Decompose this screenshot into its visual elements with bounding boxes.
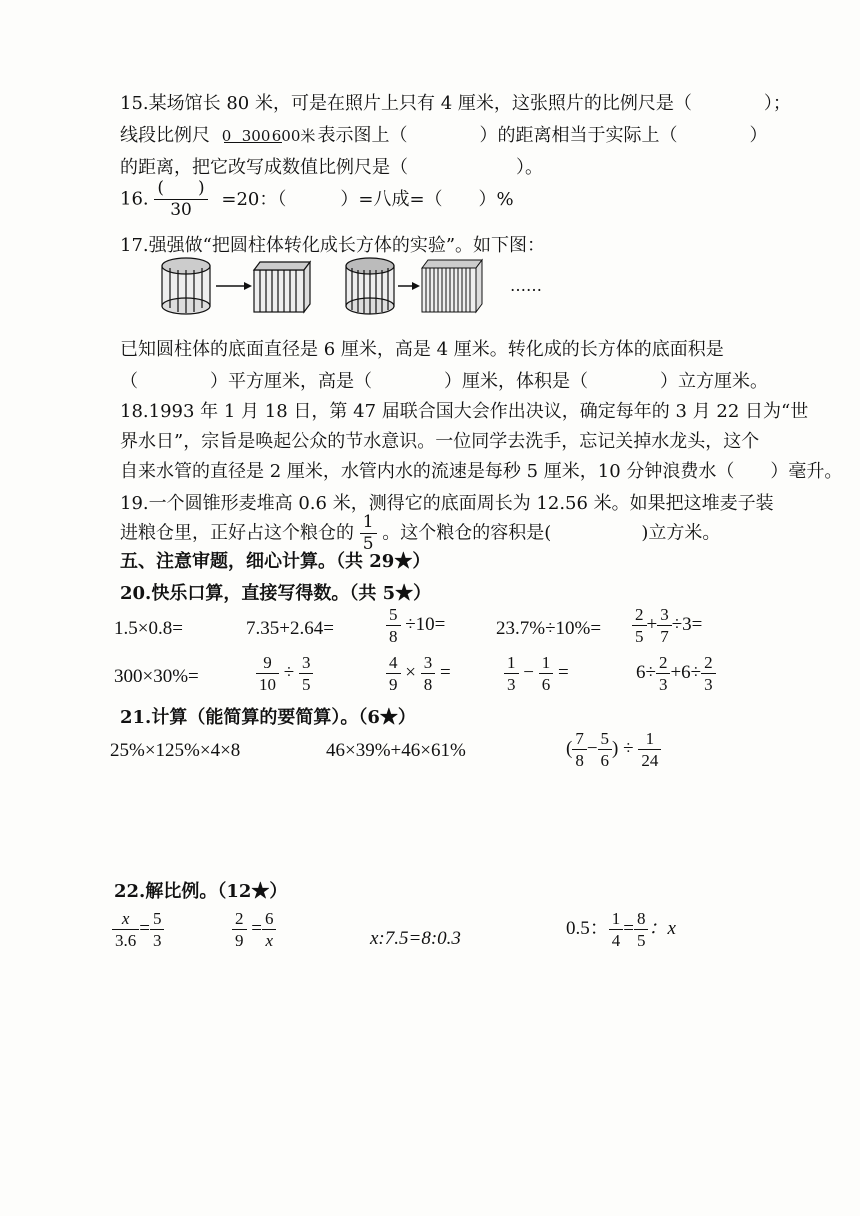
- q16: [120, 180, 514, 228]
- text: 6÷: [636, 661, 656, 683]
- cuboid-2: [422, 260, 482, 312]
- q20-r2-5: [636, 654, 716, 693]
- frac-den: 4: [611, 931, 621, 950]
- q19-frac-num: 1: [360, 514, 377, 534]
- frac-num: 2: [232, 910, 247, 930]
- q16-num: 16.: [120, 188, 149, 210]
- text: 0.5：: [566, 917, 609, 939]
- q17-line3: （ ）平方厘米，高是（ ）厘米，体积是（ ）立方厘米。: [120, 371, 768, 392]
- frac-num: 7: [572, 730, 587, 750]
- q19-frac-den: 5: [362, 534, 374, 554]
- frac-num: 4: [386, 654, 401, 674]
- cylinder-2: [346, 258, 394, 314]
- q20-r1-5-rest: ÷3=: [671, 613, 703, 635]
- frac-den: 9: [389, 675, 398, 694]
- q17-line1: 17.强强做“把圆柱体转化成长方体的实验”。如下图：: [120, 235, 546, 256]
- cylinder-1: [162, 258, 210, 314]
- frac-den: 5: [301, 675, 311, 694]
- frac-den: 6: [541, 675, 551, 694]
- q18-line2: 界水日”，宗旨是唤起公众的节水意识。一位同学去洗手，忘记关掉水龙头，这个: [120, 431, 760, 452]
- frac-den: x: [265, 931, 273, 950]
- q22-p3: x:7.5=8:0.3: [370, 928, 461, 949]
- frac-den: 10: [259, 675, 276, 694]
- q15-line3: 的距离，把它改写成数值比例尺是（ ）。: [120, 157, 543, 178]
- frac-den: 8: [423, 675, 433, 694]
- frac-num: 6: [262, 910, 277, 930]
- q21-e3: ( $\frac{7}{8}$ − $\frac{5}{6}$ ) ÷ $\frac{1}{24}$: [566, 730, 661, 769]
- q21-title: 21.计算（能简算的要简算）。（6★）: [120, 707, 416, 728]
- q22-p2: $\frac{2}{9}$ = $\frac{6}{x}$: [232, 910, 276, 949]
- frac-den: 8: [575, 751, 584, 770]
- q16-rest: =20：（ ）=八成=（ ）%: [221, 188, 514, 210]
- q20-r1-3-rest: ÷10=: [405, 613, 446, 635]
- frac-num: 3: [657, 606, 672, 626]
- frac-num: 1: [539, 654, 554, 674]
- frac-num: x: [112, 910, 139, 930]
- q19-line2-pre: 进粮仓里，正好占这个粮仓的: [120, 522, 354, 544]
- frac-num: 9: [256, 654, 279, 674]
- arrow-2: [398, 282, 420, 290]
- q20-r2-4: $\frac{1}{3}$ − $\frac{1}{6}$ =: [504, 654, 569, 693]
- q15-line2: [120, 124, 767, 148]
- frac-den: 3: [704, 675, 713, 694]
- q20-r2-3: $\frac{4}{9}$ × $\frac{3}{8}$ =: [386, 654, 451, 693]
- frac-den: 3.6: [115, 931, 137, 950]
- frac-den: 3: [152, 931, 162, 950]
- q22-p1: $\frac{x}{3.6}$ = $\frac{5}{3}$: [112, 910, 164, 949]
- scale-label-600: 600米: [271, 127, 316, 145]
- frac-den: 24: [641, 751, 659, 770]
- frac-num: 2: [656, 654, 671, 674]
- frac-den: 6: [600, 751, 610, 770]
- frac-num: 1: [609, 910, 624, 930]
- text: ：x: [648, 917, 676, 939]
- frac-num: 8: [634, 910, 649, 930]
- section-5-title: 五、注意审题，细心计算。（共 29★）: [120, 551, 431, 572]
- q16-frac-den: 30: [170, 200, 192, 220]
- q22-title: 22.解比例。（12★）: [114, 881, 288, 902]
- q21-e1: 25%×125%×4×8: [110, 740, 241, 761]
- segment-scale-bar: [216, 124, 316, 148]
- frac-num: 5: [150, 910, 165, 930]
- frac-den: 5: [636, 931, 646, 950]
- frac-num: 1: [504, 654, 519, 674]
- q20-r1-1: 1.5×0.8=: [114, 618, 183, 639]
- scale-label-300: 300: [241, 127, 271, 145]
- frac-den: 7: [660, 627, 669, 646]
- q17-ellipsis: ……: [510, 276, 542, 295]
- q16-frac-num: ( ): [154, 180, 207, 200]
- frac-num: 3: [299, 654, 314, 674]
- q20-r2-1: 300×30%=: [114, 666, 199, 687]
- q19-line2-post: 。这个粮仓的容积是( )立方米。: [382, 522, 721, 544]
- q22-p4: 0.5： $\frac{1}{4}$ = $\frac{8}{5}$ ：x: [566, 909, 676, 950]
- frac-num: 3: [421, 654, 436, 674]
- frac-num: 1: [638, 730, 661, 750]
- q20-r1-3: [386, 606, 445, 645]
- text: +6÷: [670, 661, 702, 683]
- q21-e2: 46×39%+46×61%: [326, 740, 466, 761]
- q18-line1: 18.1993 年 1 月 18 日，第 47 届联合国大会作出决议，确定每年的 3 月 22 日为“世: [120, 401, 809, 422]
- scale-label-0: 0: [221, 127, 232, 145]
- frac-num: 5: [386, 606, 401, 626]
- q15-line1: 15.某场馆长 80 米，可是在照片上只有 4 厘米，这张照片的比例尺是（ ）；: [120, 93, 791, 114]
- scale-line: [224, 142, 282, 143]
- q20-r1-2: 7.35+2.64=: [246, 618, 334, 639]
- frac-num: 2: [632, 606, 647, 626]
- arrow-1: [216, 282, 252, 290]
- frac-den: 5: [635, 627, 644, 646]
- q15-line2-pre: 线段比例尺: [120, 125, 210, 146]
- q20-r1-5: $\frac{2}{5}$ + $\frac{3}{7}$ ÷3=: [632, 606, 702, 645]
- q18-line3: 自来水管的直径是 2 厘米，水管内水的流速是每秒 5 厘米，10 分钟浪费水（ ）毫升。: [120, 461, 843, 482]
- frac-den: 9: [235, 931, 244, 950]
- frac-den: 3: [507, 675, 516, 694]
- cuboid-1: [254, 262, 310, 312]
- q16-fraction: [154, 180, 207, 219]
- q20-r2-2: $\frac{9}{10}$ ÷ $\frac{3}{5}$: [256, 654, 313, 693]
- frac-num: 5: [598, 730, 613, 750]
- q19-line1: 19.一个圆锥形麦堆高 0.6 米，测得它的底面周长为 12.56 米。如果把这堆麦子装: [120, 493, 774, 514]
- q17-line2: 已知圆柱体的底面直径是 6 厘米，高是 4 厘米。转化成的长方体的底面积是: [120, 339, 724, 360]
- frac-den: 3: [658, 675, 668, 694]
- q19-fraction: [360, 514, 377, 553]
- q20-title: 20.快乐口算，直接写得数。（共 5★）: [120, 583, 432, 604]
- frac-den: 8: [389, 627, 398, 646]
- cylinder-to-cuboid-figure: [160, 256, 500, 318]
- frac-num: 2: [701, 654, 716, 674]
- q20-r1-4: 23.7%÷10%=: [496, 618, 602, 639]
- q15-line2-post: 表示图上（ ）的距离相当于实际上（ ）: [317, 125, 768, 146]
